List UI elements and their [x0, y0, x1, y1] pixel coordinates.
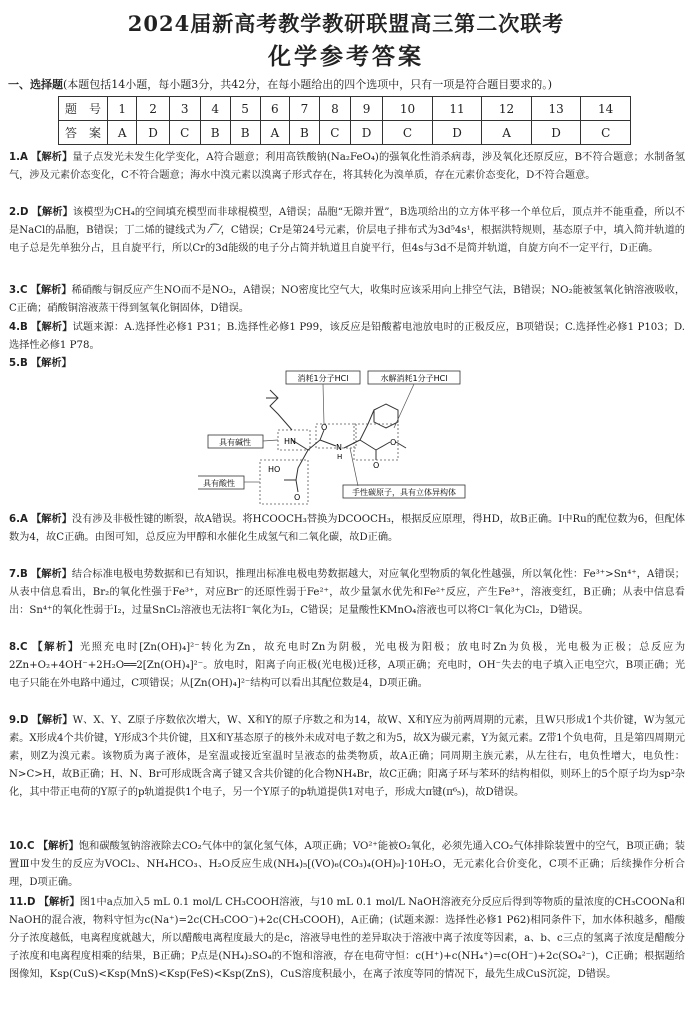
explanation-number: 11.D: [9, 897, 36, 908]
explanation-text: 试题来源：A.选择性必修1 P31；B.选择性必修1 P99，该反应是铅酸蓄电池放电时的正极反应，B项错误；C.选择性必修1 P103；D.选择性必修1 P78。: [9, 322, 685, 352]
label-hcl2: 水解消耗1分子HCl: [380, 374, 448, 383]
explanation-tag: 【解析】: [30, 285, 72, 296]
explanation-tag: 【解析】: [31, 514, 72, 525]
answer-cell: C: [383, 121, 433, 145]
question-number: 4: [200, 97, 230, 121]
explanation-item: [9, 319, 685, 355]
explanation-number: 10.C: [9, 841, 35, 852]
label-basic: 具有碱性: [219, 438, 251, 447]
section-desc: (本题包括14小题，每小题3分，共42分，在每小题给出的四个选项中，只有一项是符合题目要求的。): [63, 78, 553, 91]
answer-cell: B: [289, 121, 319, 145]
explanation-item: [9, 838, 685, 892]
explanation-item: [9, 204, 685, 258]
explanation-tag: 【解析】: [31, 322, 73, 333]
atom-ho: HO: [268, 465, 281, 474]
question-number: 10: [383, 97, 433, 121]
question-number: 3: [169, 97, 200, 121]
question-number: 13: [531, 97, 581, 121]
answer-cell: C: [169, 121, 200, 145]
answer-cell: D: [137, 121, 169, 145]
question-number: 2: [137, 97, 169, 121]
answer-cell: C: [319, 121, 350, 145]
question-number: 11: [432, 97, 482, 121]
explanation-text: 量子点发光未发生化学变化，A符合题意；利用高铁酸钠(Na₂FeO₄)的强氧化性消杀病毒，涉及氧化还原反应，B不符合题意；水制备氢气，涉及元素价态变化，C不符合题意；海水中溴元素以溴离子形式存在，将其转化为溴单质，存在元素价态变化，D不符合题意。: [9, 152, 686, 182]
answer-cell: D: [350, 121, 382, 145]
answer-cell: B: [200, 121, 230, 145]
question-number: 14: [581, 97, 631, 121]
explanation-number: 4.B: [9, 322, 28, 333]
atom-o: O: [390, 438, 397, 447]
atom-o: O: [321, 423, 328, 432]
label-hcl1: 消耗1分子HCl: [297, 374, 349, 383]
question-number: 1: [108, 97, 137, 121]
explanation-tag: 【解析】: [30, 358, 72, 369]
explanation-tag: 【解析】: [31, 569, 72, 580]
answer-cell: A: [482, 121, 532, 145]
explanation-text: 该模型为CH₄的空间填充模型而非球棍模型，A错误；晶胞“无隙并置”，B选项给出的立方体平移一个单位后，顶点并不能重叠，所以不是NaCl的晶胞，B错误；丁二烯的键线式为 ⁄⁀⁄，C错误；Cr是第24号元素，价层电子排布式为3d⁵4s¹，根据洪特规则，基态原子中，填入简并轨道的电子总是先单独分占，且自旋平行，所以Cr的3d能级的电子分占简并轨道且自旋平行，但4s与3d不是简并轨道，自旋方向不一定平行，D正确。: [9, 207, 685, 255]
explanation-tag: 【解析】: [31, 715, 73, 726]
explanation-tag: 【解析】: [32, 642, 80, 653]
atom-o: O: [294, 493, 301, 502]
atom-n: N: [336, 443, 342, 452]
explanation-number: 3.C: [9, 285, 28, 296]
explanation-tag: 【解析】: [31, 207, 73, 218]
answer-table-header-a: 答 案: [59, 121, 108, 145]
section-heading: [8, 76, 552, 92]
explanation-item: [9, 149, 685, 185]
answer-table-header-q: 题 号: [59, 97, 108, 121]
label-chiral: 手性碳原子，具有立体异构体: [352, 488, 456, 497]
explanation-number: 7.B: [9, 569, 28, 580]
answer-table: [58, 96, 631, 145]
explanation-number: 9.D: [9, 715, 29, 726]
explanation-item: [9, 566, 685, 620]
explanation-item: [9, 639, 685, 693]
explanation-text: 没有涉及非极性键的断裂，故A错误。将HCOOCH₃替换为DCOOCH₃，根据反应原理，得HD，故B正确。Ⅰ中Ru的配位数为6，但配体数为4，故C正确。由图可知，总反应为甲醇和水催化生成氢气和二氧化碳，故D正确。: [9, 514, 686, 544]
answer-cell: D: [531, 121, 581, 145]
explanation-item: [9, 894, 685, 984]
document-subtitle: 化学参考答案: [268, 44, 424, 70]
question-number: 12: [482, 97, 532, 121]
explanation-number: 1.A: [9, 152, 28, 163]
explanation-tag: 【解析】: [31, 152, 73, 163]
atom-h: H: [337, 453, 343, 461]
explanation-text: 稀硝酸与铜反应产生NO而不是NO₂，A错误；NO密度比空气大，收集时应该采用向上排空气法，B错误；NO₂能被氢氧化钠溶液吸收，C正确；硝酸铜溶液蒸干得到氢氧化铜固体，D错误。: [9, 285, 686, 315]
explanation-item: [9, 712, 685, 802]
label-acidic: 具有酸性: [203, 479, 235, 488]
answer-table-number-row: [59, 97, 631, 121]
document-title: 2024届新高考教学教研联盟高三第二次联考: [127, 11, 565, 36]
explanation-item: [9, 282, 685, 318]
answer-cell: C: [581, 121, 631, 145]
explanation-number: 8.C: [9, 642, 28, 653]
explanation-item: [9, 511, 685, 547]
explanation-tag: 【解析】: [38, 897, 80, 908]
explanation-number: 5.B: [9, 358, 28, 369]
answer-cell: D: [432, 121, 482, 145]
explanation-tag: 【解析】: [37, 841, 79, 852]
explanation-text: 光照充电时[Zn(OH)₄]²⁻转化为Zn，故充电时Zn为阴极，光电极为阳极；放电时Zn为负极，光电极为正极；总反应为2Zn+O₂+4OH⁻+2H₂O══2[Zn(OH)₄]²⁻。放电时，阳离子向正极(光电极)迁移，A项正确；充电时，OH⁻失去的电子填入正电空穴，B项正确；光电子只能在外电路中通过，C项错误；从[Zn(OH)₄]²⁻结构可以看出其配位数是4，D项正确。: [9, 642, 686, 690]
atom-o: O: [373, 461, 380, 470]
atom-hn: HN: [284, 437, 296, 446]
answer-cell: A: [260, 121, 289, 145]
section-label: 一、选择题: [8, 78, 63, 91]
explanation-text: 饱和碳酸氢钠溶液除去CO₂气体中的氯化氢气体，A项正确；VO²⁺能被O₂氧化，必须先通入CO₂气体排除装置中的空气，B项正确；装置Ⅲ中发生的反应为VOCl₂、NH₄HCO₃、H₂O反应生成(NH₄)₅[(VO)₆(CO₃)₄(OH)₉]·10H₂O，无元素化合价变化，C项不正确；后续操作分析合理，D项正确。: [9, 841, 685, 889]
question-number: 6: [260, 97, 289, 121]
explanation-text: 图1中a点加入5 mL 0.1 mol/L CH₃COOH溶液，与10 mL 0.1 mol/L NaOH溶液充分反应后得到等物质的量浓度的CH₃COONa和NaOH的混合液，物料守恒为c(Na⁺)=2c(CH₃COO⁻)+2c(CH₃COOH)，A正确；(试题来源：选择性必修1 P62)相同条件下，加水体积越多，醋酸分子浓度越低，电离程度就越大，所以醋酸电离程度最大的是c，溶液导电性的差异取决于溶液中离子浓度等因素，a、b、c三点的氢离子浓度是醋酸分子浓度和电离程度相乘的结果，B正确；P点是(NH₄)₂SO₄的不饱和溶液，存在电荷守恒：c(H⁺)+c(NH₄⁺)=c(OH⁻)+2c(SO₄²⁻)，C正确；根据题给图像知，Ksp(CuS)<Ksp(MnS)<Ksp(FeS)<Ksp(ZnS)，CuS溶度积最小，在离子浓度等同的情况下，最先生成CuS沉淀，D错误。: [9, 897, 686, 981]
question-number: 7: [289, 97, 319, 121]
answer-table-answer-row: [59, 121, 631, 145]
explanation-number: 6.A: [9, 514, 28, 525]
explanation-number: 2.D: [9, 207, 29, 218]
question-number: 5: [230, 97, 260, 121]
answer-cell: B: [230, 121, 260, 145]
question-number: 8: [319, 97, 350, 121]
molecule-figure: [198, 368, 498, 508]
explanation-text: 结合标准电极电势数据和已有知识，推理出标准电极电势数据越大，对应氧化型物质的氧化性越强，所以氧化性：Fe³⁺>Sn⁴⁺，A错误；从表中信息看出，Br₂的氧化性强于Fe³⁺，对应Br⁻的还原性弱于Fe²⁺，故少量氯水优先和Fe²⁺反应，产生Fe³⁺，溶液变红，B正确；从表中信息看出：Sn⁴⁺的氧化性弱于I₂，过量SnCl₂溶液也无法将I⁻氧化为I₂，C错误；足量酸性KMnO₄溶液也可以将Cl⁻氧化为Cl₂，D错误。: [9, 569, 685, 617]
explanation-text: W、X、Y、Z原子序数依次增大，W、X和Y的原子序数之和为14，故W、X和Y应为前两周期的元素，且W只形成1个共价键，W为氢元素。X形成4个共价键，Y形成3个共价键，且X和Y基态原子的核外未成对电子数之和为5，故X为碳元素，Y为氮元素。Z带1个负电荷，且是第四周期元素，则Z为溴元素。该物质为离子液体，是室温或接近室温时呈液态的盐类物质，故A正确；同周期主族元素，从左往右，电负性增大，电负性：N>C>H，故B正确；H、N、Br可形成既含离子键又含共价键的化合物NH₄Br，故C正确；阳离子环与苯环的结构相似，则环上的5个原子均为sp²杂化，其中带正电荷的Y原子的p轨道提供1个电子，另一个Y原子的p轨道提供1对电子，形成大π键(π⁶₅)，故D错误。: [9, 715, 685, 799]
question-number: 9: [350, 97, 382, 121]
answer-cell: A: [108, 121, 137, 145]
